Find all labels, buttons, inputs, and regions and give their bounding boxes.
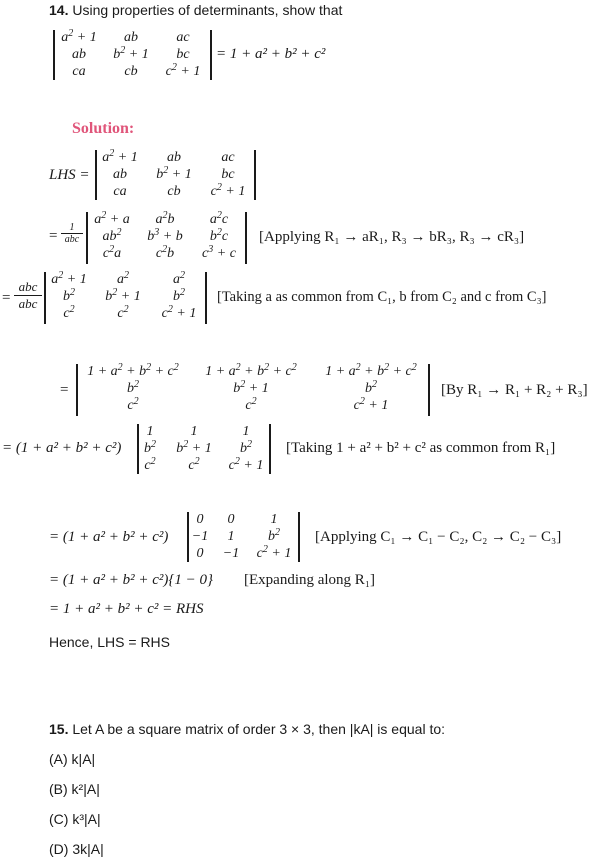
conclusion: Hence, LHS = RHS [49, 634, 170, 650]
option-b: (B) k²|A| [49, 781, 100, 797]
lhs-label: LHS = [49, 167, 90, 183]
solution-label: Solution: [72, 120, 135, 137]
step-4-note: [Taking 1 + a² + b² + c² as common from R₁] [286, 440, 556, 456]
question-number: 14. [49, 2, 69, 18]
step-2-note: [Taking a as common from C₁, b from C₂ and c from C₃] [217, 289, 547, 305]
question-prompt: Let A be a square matrix of order 3 × 3, then |kA| is equal to: [72, 721, 446, 737]
option-c: (C) k³|A| [49, 811, 101, 827]
question-number: 15. [49, 721, 69, 737]
option-d: (D) 3k|A| [49, 841, 104, 857]
question-prompt: Using properties of determinants, show that [72, 2, 343, 18]
option-a: (A) k|A| [49, 751, 96, 767]
step-3-note: [By R₁ → R₁ + R₂ + R₃] [441, 382, 588, 398]
step-5-prefix: = (1 + a² + b² + c²) [49, 529, 169, 545]
question-14 [49, 2, 342, 18]
question-15 [49, 721, 445, 737]
step-7: = 1 + a² + b² + c² = RHS [49, 601, 204, 617]
step-5-note: [Applying C₁ → C₁ − C₂, C₂ → C₂ − C₃] [315, 529, 562, 545]
step-4-prefix: = (1 + a² + b² + c²) [2, 440, 122, 456]
step-6: = (1 + a² + b² + c²){1 − 0} [49, 572, 213, 588]
step-1-note: [Applying R₁ → aR₁, R₃ → bR₃, R₃ → cR₃] [259, 229, 525, 245]
question-rhs: = 1 + a² + b² + c² [216, 46, 326, 62]
step-6-note: [Expanding along R₁] [244, 572, 376, 588]
